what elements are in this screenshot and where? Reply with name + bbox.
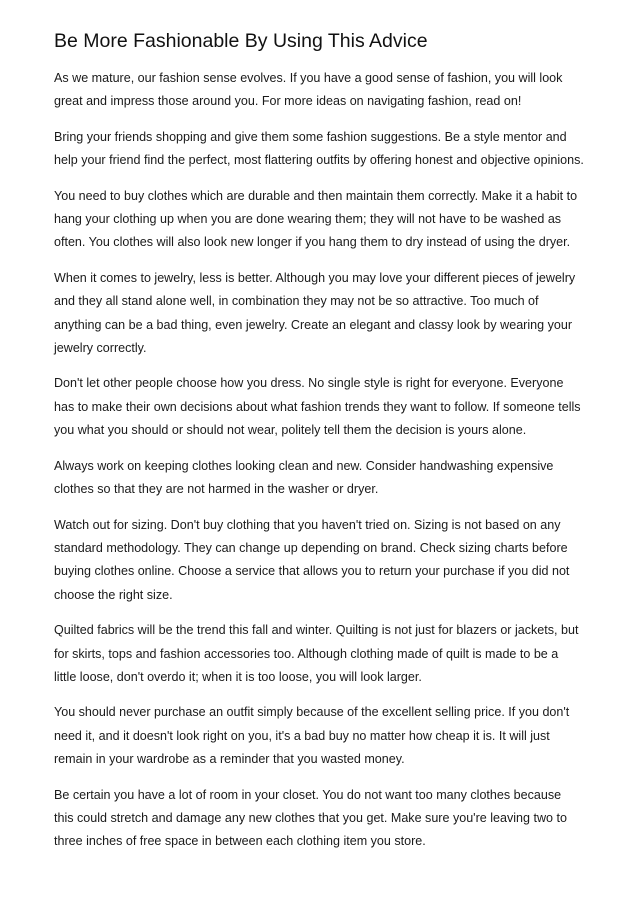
paragraph-choose-dress: Don't let other people choose how you dress. No single style is right for everyone. Everyone has to make their own decisions about what fashion trends they want to follow. If someone tells you what you should or should not wear, politely tell them the decision is yours alone. bbox=[54, 376, 581, 438]
document-title: Be More Fashionable By Using This Advice bbox=[54, 30, 428, 52]
paragraph-durable-clothes: You need to buy clothes which are durable and then maintain them correctly. Make it a habit to hang your clothing up when you are done wearing them; they will not have to be washed as often. You clothes will also look new longer if you hang them to dry instead of using the dryer. bbox=[54, 188, 578, 250]
paragraph-closet-room: Be certain you have a lot of room in your closet. You do not want too many clothes because this could stretch and damage any new clothes that you get. Make sure you're leaving two to three inches of free space in between each clothing item you store. bbox=[54, 787, 567, 849]
paragraph-quilted-fabrics: Quilted fabrics will be the trend this fall and winter. Quilting is not just for blazers or jackets, but for skirts, tops and fashion accessories too. Although clothing made of quilt is made to be a little loose, don't overdo it; when it is too loose, you will look larger. bbox=[54, 623, 579, 684]
paragraph-clean-clothes: Always work on keeping clothes looking clean and new. Consider handwashing expensive clothes so that they are not harmed in the washer or dryer. bbox=[54, 458, 554, 497]
paragraph-friends-shopping: Bring your friends shopping and give them some fashion suggestions. Be a style mentor and help your friend find the perfect, most flattering outfits by offering honest and objective opinions. bbox=[54, 129, 584, 168]
paragraph-sizing: Watch out for sizing. Don't buy clothing that you haven't tried on. Sizing is not based on any standard methodology. They can change up depending on brand. Check sizing charts before buying clothes online. Choose a service that allows you to return your purchase if you did not choose the right size. bbox=[54, 517, 570, 602]
paragraph-intro: As we mature, our fashion sense evolves. If you have a good sense of fashion, you will look great and impress those around you. For more ideas on navigating fashion, read on! bbox=[54, 71, 563, 109]
paragraph-jewelry: When it comes to jewelry, less is better. Although you may love your different pieces of jewelry and they all stand alone well, in combination they may not be so attractive. Too much of anything can be a bad thing, even jewelry. Create an elegant and classy look by wearing your jewelry correctly. bbox=[54, 270, 576, 356]
paragraph-selling-price: You should never purchase an outfit simply because of the excellent selling price. If you don't need it, and it doesn't look right on you, it's a bad buy no matter how cheap it is. It will just remain in your wardrobe as a reminder that you wasted money. bbox=[54, 705, 570, 767]
